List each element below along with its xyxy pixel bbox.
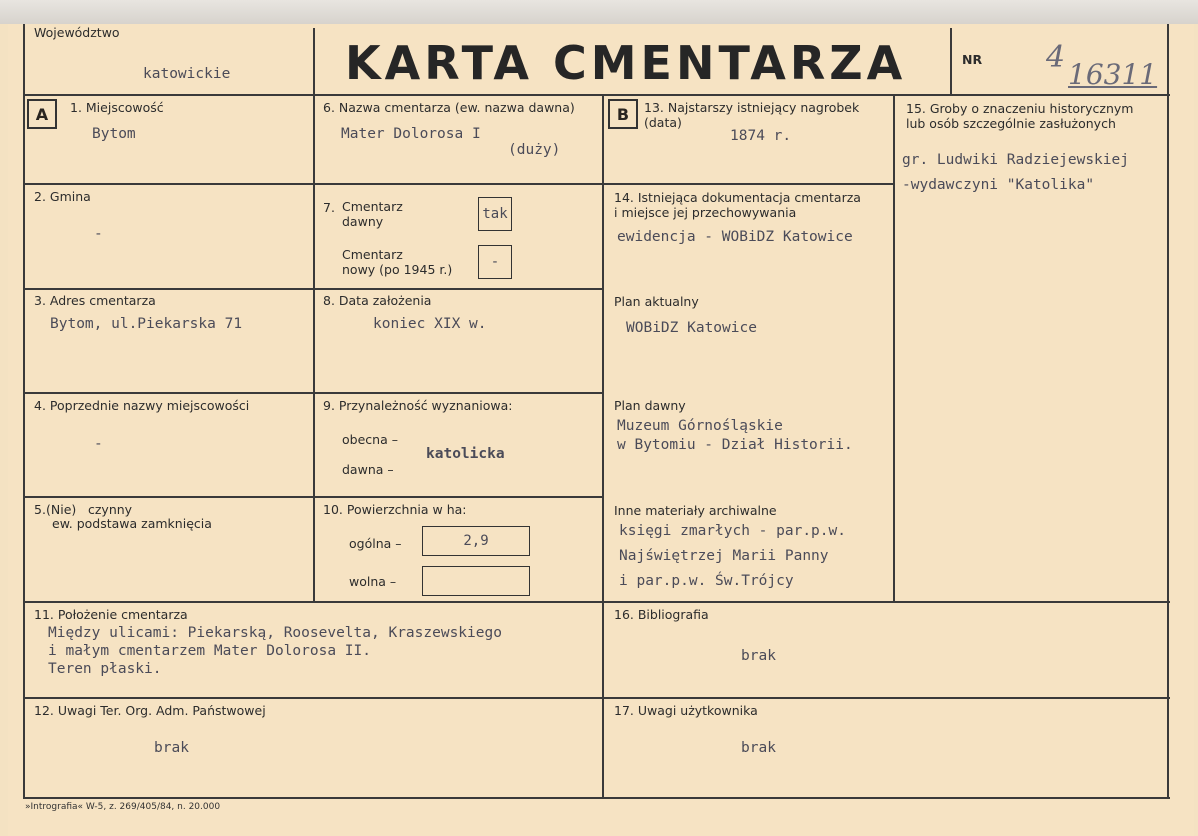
- field-11-line2: i małym cmentarzem Mater Dolorosa II.: [48, 643, 372, 659]
- rule: [950, 28, 952, 96]
- field-11-label: 11. Położenie cmentarza: [34, 607, 188, 622]
- field-5-nie: (Nie): [46, 502, 77, 517]
- field-13-label: 13. Najstarszy istniejący nagrobek (data): [644, 100, 860, 130]
- nr-label: NR: [962, 52, 983, 67]
- field-7-nowy-box: -: [478, 245, 512, 279]
- field-16-label: 16. Bibliografia: [614, 607, 709, 622]
- field-9-label: 9. Przynależność wyznaniowa:: [323, 398, 513, 413]
- field-9-obecna-label: obecna –: [342, 432, 398, 447]
- field-9-dawna-label: dawna –: [342, 462, 394, 477]
- voivodeship-value: katowickie: [143, 66, 231, 82]
- field-15-label: 15. Groby o znaczeniu historycznym lub osób szczególnie zasłużonych: [906, 101, 1134, 131]
- section-a-badge: A: [27, 99, 57, 129]
- field-4-label: 4. Poprzednie nazwy miejscowości: [34, 398, 250, 413]
- field-8-value: koniec XIX w.: [373, 316, 487, 332]
- field-4-value: -: [94, 436, 103, 452]
- field-15-value-2: -wydawczyni "Katolika": [902, 177, 1095, 193]
- field-1-value: Bytom: [92, 126, 136, 142]
- field-10-ogolna-label: ogólna –: [349, 536, 402, 551]
- rule: [893, 94, 895, 603]
- rule: [23, 24, 25, 799]
- field-1-label: 1. Miejscowość: [70, 100, 164, 115]
- field-17-value: brak: [741, 740, 776, 756]
- card-title: KARTA CMENTARZA: [345, 36, 907, 90]
- plan-current-label: Plan aktualny: [614, 294, 699, 309]
- rule: [313, 28, 315, 601]
- voivodeship-label: Województwo: [34, 25, 120, 40]
- field-8-label: 8. Data założenia: [323, 293, 432, 308]
- field-12-label: 12. Uwagi Ter. Org. Adm. Państwowej: [34, 703, 266, 718]
- field-10-label: 10. Powierzchnia w ha:: [323, 502, 467, 517]
- field-14-label: 14. Istniejąca dokumentacja cmentarza i miejsce jej przechowywania: [614, 190, 861, 220]
- field-13-value: 1874 r.: [730, 128, 792, 144]
- plan-current-value: WOBiDZ Katowice: [626, 320, 757, 336]
- top-paper-strip: [0, 0, 1198, 24]
- field-3-value: Bytom, ul.Piekarska 71: [50, 316, 243, 332]
- other-materials-value-2: Najświętrzej Marii Panny: [619, 548, 829, 564]
- nr-value-2: 16311: [1068, 58, 1158, 91]
- plan-old-label: Plan dawny: [614, 398, 686, 413]
- field-16-value: brak: [741, 648, 776, 664]
- field-7-nowy-label: Cmentarz nowy (po 1945 r.): [342, 247, 453, 277]
- section-b-badge: B: [608, 99, 638, 129]
- other-materials-value-1: księgi zmarłych - par.p.w.: [619, 523, 846, 539]
- field-6-value-2: (duży): [508, 142, 561, 158]
- field-10-wolna-box: [422, 566, 530, 596]
- field-14-value: ewidencja - WOBiDZ Katowice: [617, 229, 853, 245]
- field-6-label: 6. Nazwa cmentarza (ew. nazwa dawna): [323, 100, 575, 115]
- field-10-ogolna-box: 2,9: [422, 526, 530, 556]
- field-12-value: brak: [154, 740, 189, 756]
- field-5-line1: czynny: [88, 502, 133, 517]
- field-17-label: 17. Uwagi użytkownika: [614, 703, 758, 718]
- rule: [25, 183, 895, 185]
- rule: [1167, 24, 1169, 799]
- field-9-value: katolicka: [426, 446, 505, 462]
- rule: [25, 697, 1170, 699]
- field-6-value-1: Mater Dolorosa I: [341, 126, 481, 142]
- plan-old-value-2: w Bytomiu - Dział Historii.: [617, 437, 853, 453]
- field-11-line1: Między ulicami: Piekarską, Roosevelta, Kraszewskiego: [48, 625, 502, 641]
- rule: [25, 601, 1170, 603]
- field-2-value: -: [94, 226, 103, 242]
- other-materials-label: Inne materiały archiwalne: [614, 503, 777, 518]
- rule: [602, 94, 604, 799]
- rule: [25, 797, 1170, 799]
- field-5-line2: ew. podstawa zamknięcia: [52, 516, 212, 531]
- field-2-label: 2. Gmina: [34, 189, 91, 204]
- field-7-label: 7.: [323, 200, 335, 215]
- printer-footer: »Intrografia« W-5, z. 269/405/84, n. 20.000: [25, 802, 221, 812]
- other-materials-value-3: i par.p.w. Św.Trójcy: [619, 573, 794, 589]
- field-15-value-1: gr. Ludwiki Radziejewskiej: [902, 152, 1129, 168]
- field-7-dawny-box: tak: [478, 197, 512, 231]
- field-10-wolna-label: wolna –: [349, 574, 397, 589]
- field-5-number: 5.: [34, 502, 46, 517]
- nr-value-1: 4: [1046, 40, 1066, 75]
- rule: [25, 94, 1170, 96]
- field-7-dawny-label: Cmentarz dawny: [342, 199, 403, 229]
- field-3-label: 3. Adres cmentarza: [34, 293, 156, 308]
- field-11-line3: Teren płaski.: [48, 661, 162, 677]
- plan-old-value-1: Muzeum Górnośląskie: [617, 418, 783, 434]
